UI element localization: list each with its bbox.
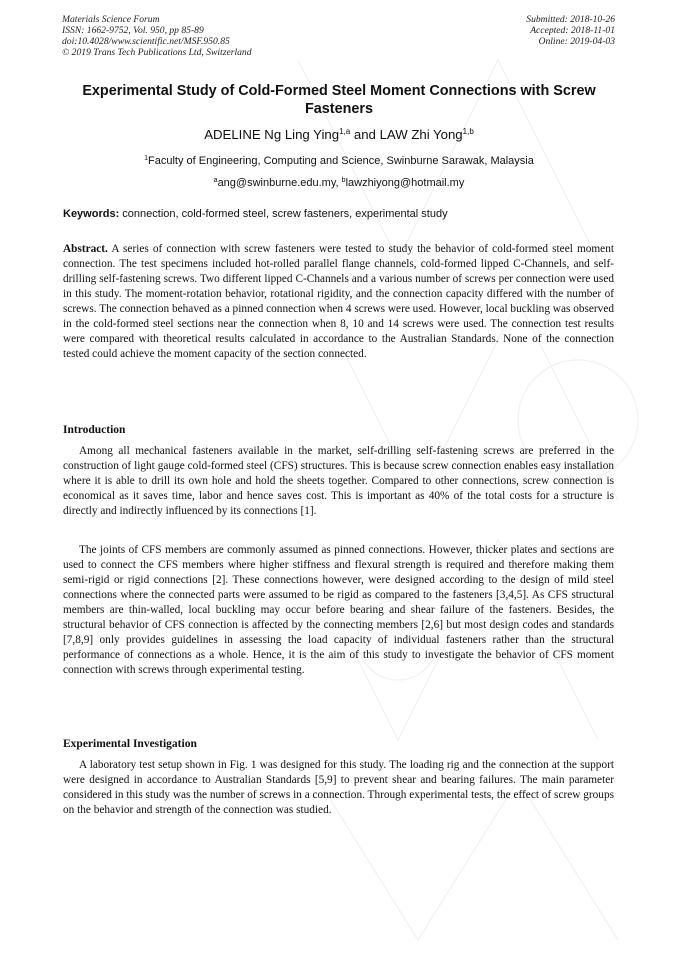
author-emails: [60, 174, 618, 190]
keywords: [63, 207, 615, 221]
doi: doi:10.4028/www.scientific.net/MSF.950.85: [62, 36, 230, 47]
issn-volume: ISSN: 1662-9752, Vol. 950, pp 85-89: [62, 25, 204, 36]
abstract-text: A series of connection with screw fasteners were tested to study the behavior of cold-formed steel moment connection. The test specimens included hot-rolled parallel flange channels, cold-formed lipped C-Channels, and self-drilling self-fastening screws. Two different lipped C-Channels and a various number of screws per connection were used in this study. The moment-rotation behavior, rotational rigidity, and the connection capacity differed with the number of screws. The connection behaved as a pinned connection when 4 screws were used. However, local buckling was observed in the cold-formed steel sections near the connection when 8, 10 and 14 screws were used. The connection test results were compared with theoretical results calculated in accordance to the Australian Standards. None of the connection tested could achieve the moment capacity of the section connected.: [63, 243, 614, 360]
keywords-label: Keywords:: [63, 208, 120, 220]
accepted-date: Accepted: 2018-11-01: [530, 25, 615, 36]
abstract-label: Abstract.: [63, 243, 108, 255]
copyright: © 2019 Trans Tech Publications Ltd, Switzerland: [62, 47, 252, 58]
author-conjunction: and: [350, 127, 380, 142]
experimental-heading: Experimental Investigation: [63, 738, 197, 750]
author-1-affiliation-marker: 1,a: [339, 127, 351, 136]
author-1: ADELINE Ng Ling Ying: [204, 127, 340, 142]
email-b-marker: b: [341, 177, 346, 184]
journal-name: Materials Science Forum: [62, 14, 160, 25]
introduction-paragraph-1: Among all mechanical fasteners available in the market, self-drilling self-fastening screws are preferred in the construction of light gauge cold-formed steel (CFS) structures. This is because screw connection enables easy installation where it is able to drill its own hole and hold the sheets together. Compared to other connections, screw connection is economical as it saves time, labor and hence saves cost. This is important as 40% of the total costs for a structure is directly and indirectly influenced by its connections [1].: [63, 445, 614, 517]
submitted-date: Submitted: 2018-10-26: [526, 14, 615, 25]
experimental-paragraph-1: A laboratory test setup shown in Fig. 1 was designed for this study. The loading rig and the connection at the support were designed in accordance to Australian Standards [5,9] to prevent shear and bearing failures. The main parameter considered in this study was the number of screws in a connection. Through experimental tests, the effect of screw groups on the behavior and strength of the connection was studied.: [63, 759, 614, 816]
submission-dates: [526, 14, 615, 47]
introduction-paragraph-2: The joints of CFS members are commonly assumed as pinned connections. However, thicker plates and sections are used to connect the CFS members where higher stiffness and flexural strength is required and therefore making them semi-rigid or rigid connections [2]. These connections however, were designed according to the design of mild steel connections where the connected parts were assumed to be rigid as compared to the fasteners [3,4,5]. As CFS structural members are thin-walled, local buckling may occur before bearing and shear failure of the fasteners. Besides, the structural behavior of CFS connection is affected by the connecting members [2,6] but most design codes and standards [7,8,9] only provides guidelines in assessing the load capacity of individual fasteners rather than the structural performance of connections as a whole. Hence, it is the aim of this study to investigate the behavior of CFS moment connection with screws through experimental testing.: [63, 544, 614, 676]
affiliation-marker: 1: [144, 155, 149, 162]
abstract: [63, 242, 614, 362]
email-a-marker: a: [213, 177, 218, 184]
paper-title: Experimental Study of Cold-Formed Steel Moment Connections with Screw Fasteners: [82, 83, 596, 117]
journal-info: [62, 14, 252, 58]
keywords-text: connection, cold-formed steel, screw fasteners, experimental study: [119, 208, 448, 220]
affiliation: [60, 152, 618, 168]
email-b: lawzhiyong@hotmail.my: [345, 177, 465, 189]
affiliation-text: Faculty of Engineering, Computing and Science, Swinburne Sarawak, Malaysia: [148, 155, 534, 167]
author-2-affiliation-marker: 1,b: [462, 127, 474, 136]
introduction-heading: Introduction: [63, 424, 126, 436]
author-2: LAW Zhi Yong: [379, 127, 463, 142]
online-date: Online: 2019-04-03: [538, 36, 615, 47]
email-a: ang@swinburne.edu.my,: [217, 177, 342, 189]
author-list: [60, 124, 618, 143]
